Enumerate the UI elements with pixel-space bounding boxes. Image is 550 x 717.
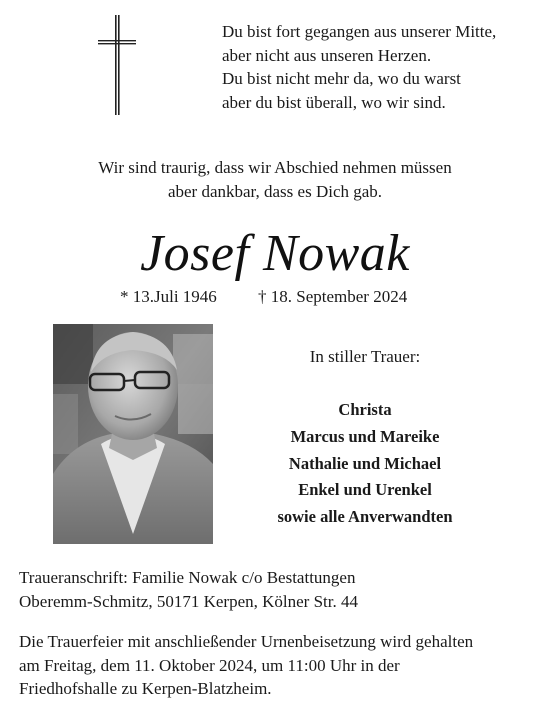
list-item: Christa [338, 400, 392, 419]
intro-line: Wir sind traurig, dass wir Abschied nehmen müssen [98, 158, 452, 177]
list-item: Nathalie und Michael [288, 453, 442, 473]
mourning-address [19, 566, 539, 613]
birth-date: * 13.Juli 1946 [120, 287, 217, 306]
death-date: † 18. September 2024 [258, 287, 408, 306]
ceremony-line: am Freitag, dem 11. Oktober 2024, um 11:00 Uhr in der [19, 655, 400, 675]
poem-line: aber nicht aus unseren Herzen. [222, 45, 432, 65]
address-line: Oberemm-Schmitz, 50171 Kerpen, Kölner Str. 44 [19, 591, 358, 611]
list-item: Enkel und Urenkel [298, 480, 432, 500]
poem-line: Du bist fort gegangen aus unserer Mitte, [222, 22, 497, 41]
portrait-image [53, 324, 213, 544]
ceremony-info [19, 630, 544, 701]
ceremony-line: Friedhofshalle zu Kerpen-Blatzheim. [19, 679, 272, 698]
intro-line: aber dankbar, dass es Dich gab. [167, 181, 383, 201]
mourning-title: In stiller Trauer: [309, 347, 421, 366]
poem-line: Du bist nicht mehr da, wo du warst [222, 69, 461, 88]
intro-text [0, 156, 550, 203]
address-line: Traueranschrift: Familie Nowak c/o Bestattungen [19, 568, 356, 587]
family-list [250, 397, 480, 531]
poem-line: aber du bist überall, wo wir sind. [222, 92, 446, 112]
list-item: sowie alle Anverwandten [277, 507, 453, 527]
portrait-photo [53, 324, 213, 544]
list-item: Marcus und Mareike [290, 426, 440, 446]
ceremony-line: Die Trauerfeier mit anschließender Urnenbeisetzung wird gehalten [19, 632, 474, 651]
deceased-name: Josef Nowak [140, 225, 410, 282]
cross-icon [98, 15, 136, 115]
poem [222, 20, 542, 114]
